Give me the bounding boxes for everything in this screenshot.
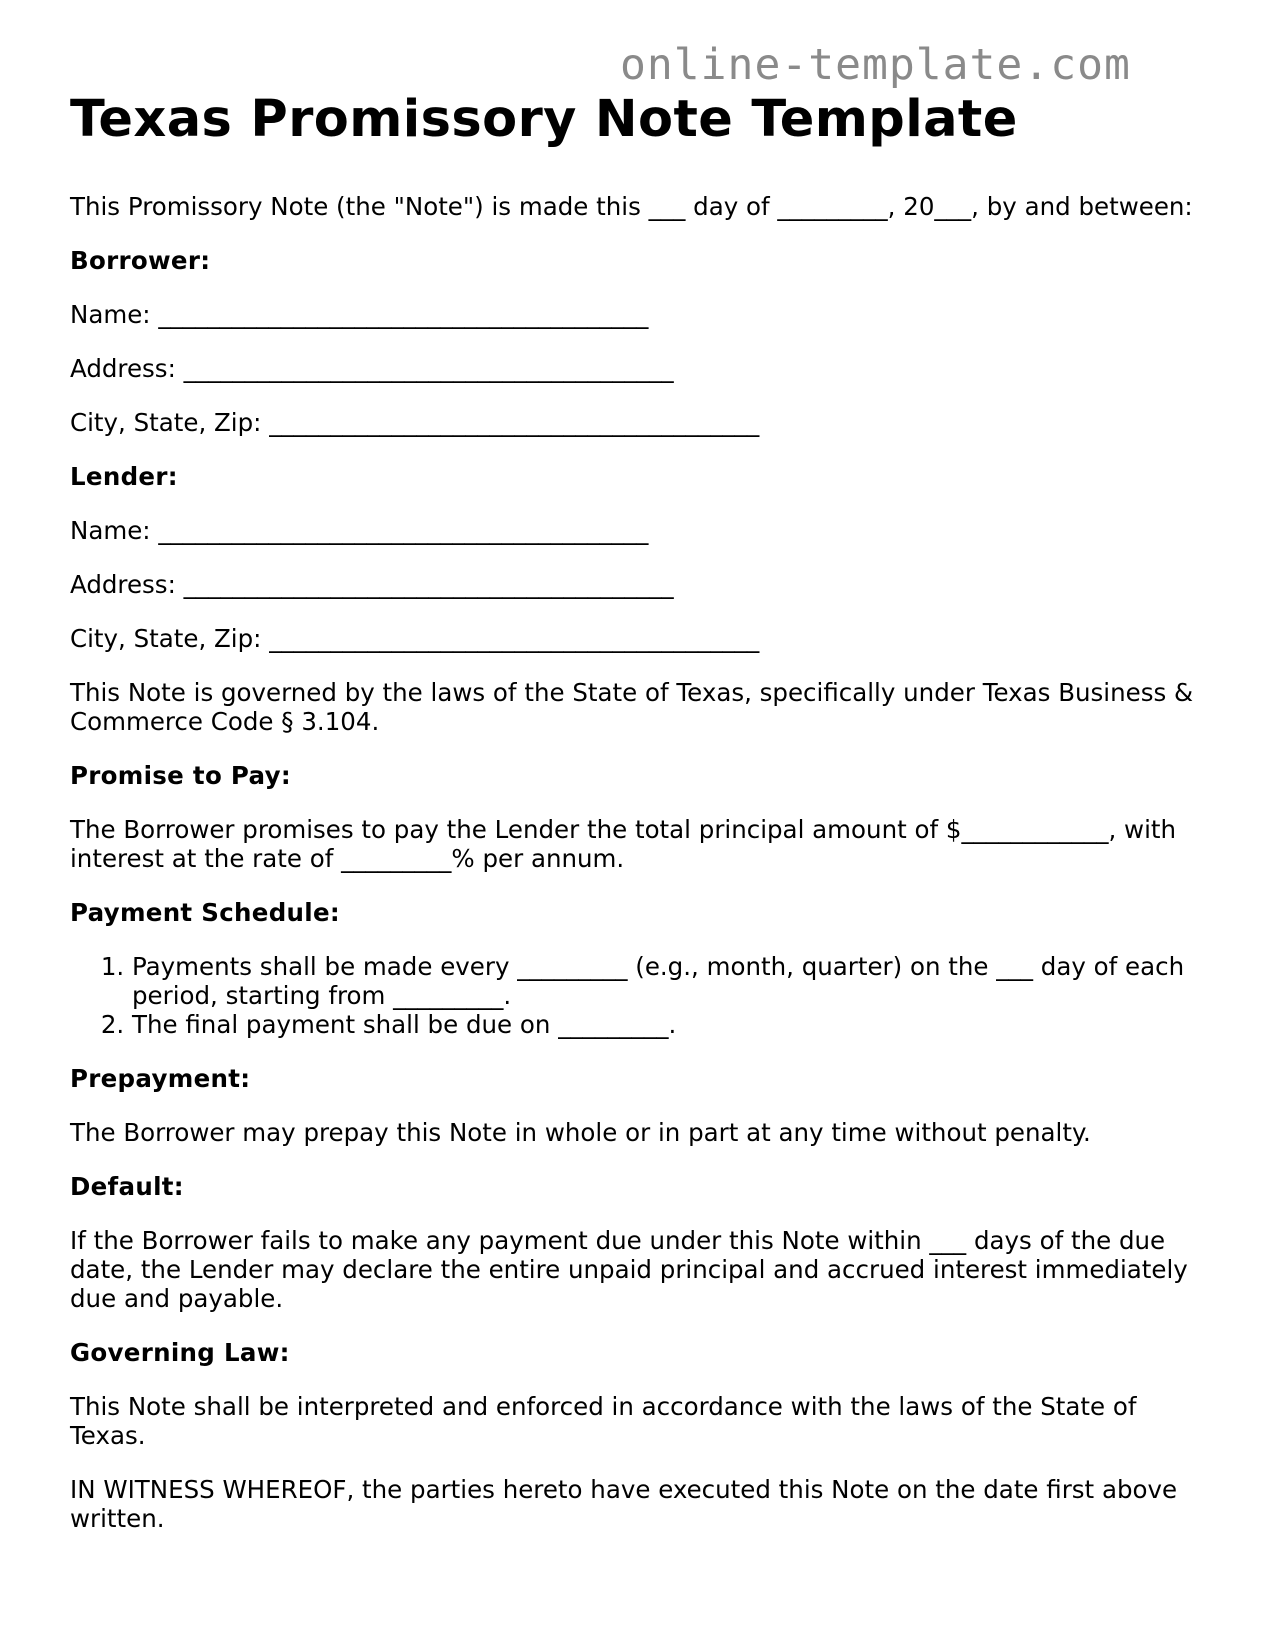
page-title: Texas Promissory Note Template <box>70 90 1018 149</box>
promise-paragraph: The Borrower promises to pay the Lender the total principal amount of $____________, with interest at the rate of _________% per annum. <box>70 815 1177 873</box>
borrower-name-line: Name: ________________________________________ <box>70 300 649 329</box>
lender-heading: Lender: <box>70 462 178 491</box>
borrower-city-state-zip-line: City, State, Zip: ________________________________________ <box>70 408 760 437</box>
schedule-item: 1. Payments shall be made every _________ (e.g., month, quarter) on the ___ day of each period, starting from _________. <box>132 952 1200 1010</box>
lender-city-state-zip-line: City, State, Zip: ________________________________________ <box>70 624 760 653</box>
watermark: online-template.com <box>620 40 1131 90</box>
default-heading: Default: <box>70 1172 184 1201</box>
governing-law-paragraph: This Note shall be interpreted and enforced in accordance with the laws of the State of Texas. <box>70 1392 1137 1450</box>
promise-heading: Promise to Pay: <box>70 761 291 790</box>
lender-name-line: Name: ________________________________________ <box>70 516 649 545</box>
governing-intro-paragraph: This Note is governed by the laws of the State of Texas, specifically under Texas Business & Commerce Code § 3.104. <box>70 678 1194 736</box>
lender-address-line: Address: ________________________________________ <box>70 570 674 599</box>
schedule-heading: Payment Schedule: <box>70 898 340 927</box>
borrower-address-line: Address: ________________________________________ <box>70 354 674 383</box>
borrower-heading: Borrower: <box>70 246 211 275</box>
governing-law-heading: Governing Law: <box>70 1338 290 1367</box>
schedule-item: 2. The final payment shall be due on _________. <box>132 1010 1200 1039</box>
schedule-list <box>70 952 1200 1039</box>
intro-paragraph: This Promissory Note (the "Note") is made this ___ day of _________, 20___, by and between: <box>70 192 1193 221</box>
default-paragraph: If the Borrower fails to make any payment due under this Note within ___ days of the due date, the Lender may declare the entire unpaid principal and accrued interest immediately due and payable. <box>70 1226 1188 1313</box>
witness-paragraph: IN WITNESS WHEREOF, the parties hereto have executed this Note on the date first above written. <box>70 1475 1178 1533</box>
document-page <box>70 88 1200 1558</box>
prepayment-paragraph: The Borrower may prepay this Note in whole or in part at any time without penalty. <box>70 1118 1091 1147</box>
prepayment-heading: Prepayment: <box>70 1064 251 1093</box>
